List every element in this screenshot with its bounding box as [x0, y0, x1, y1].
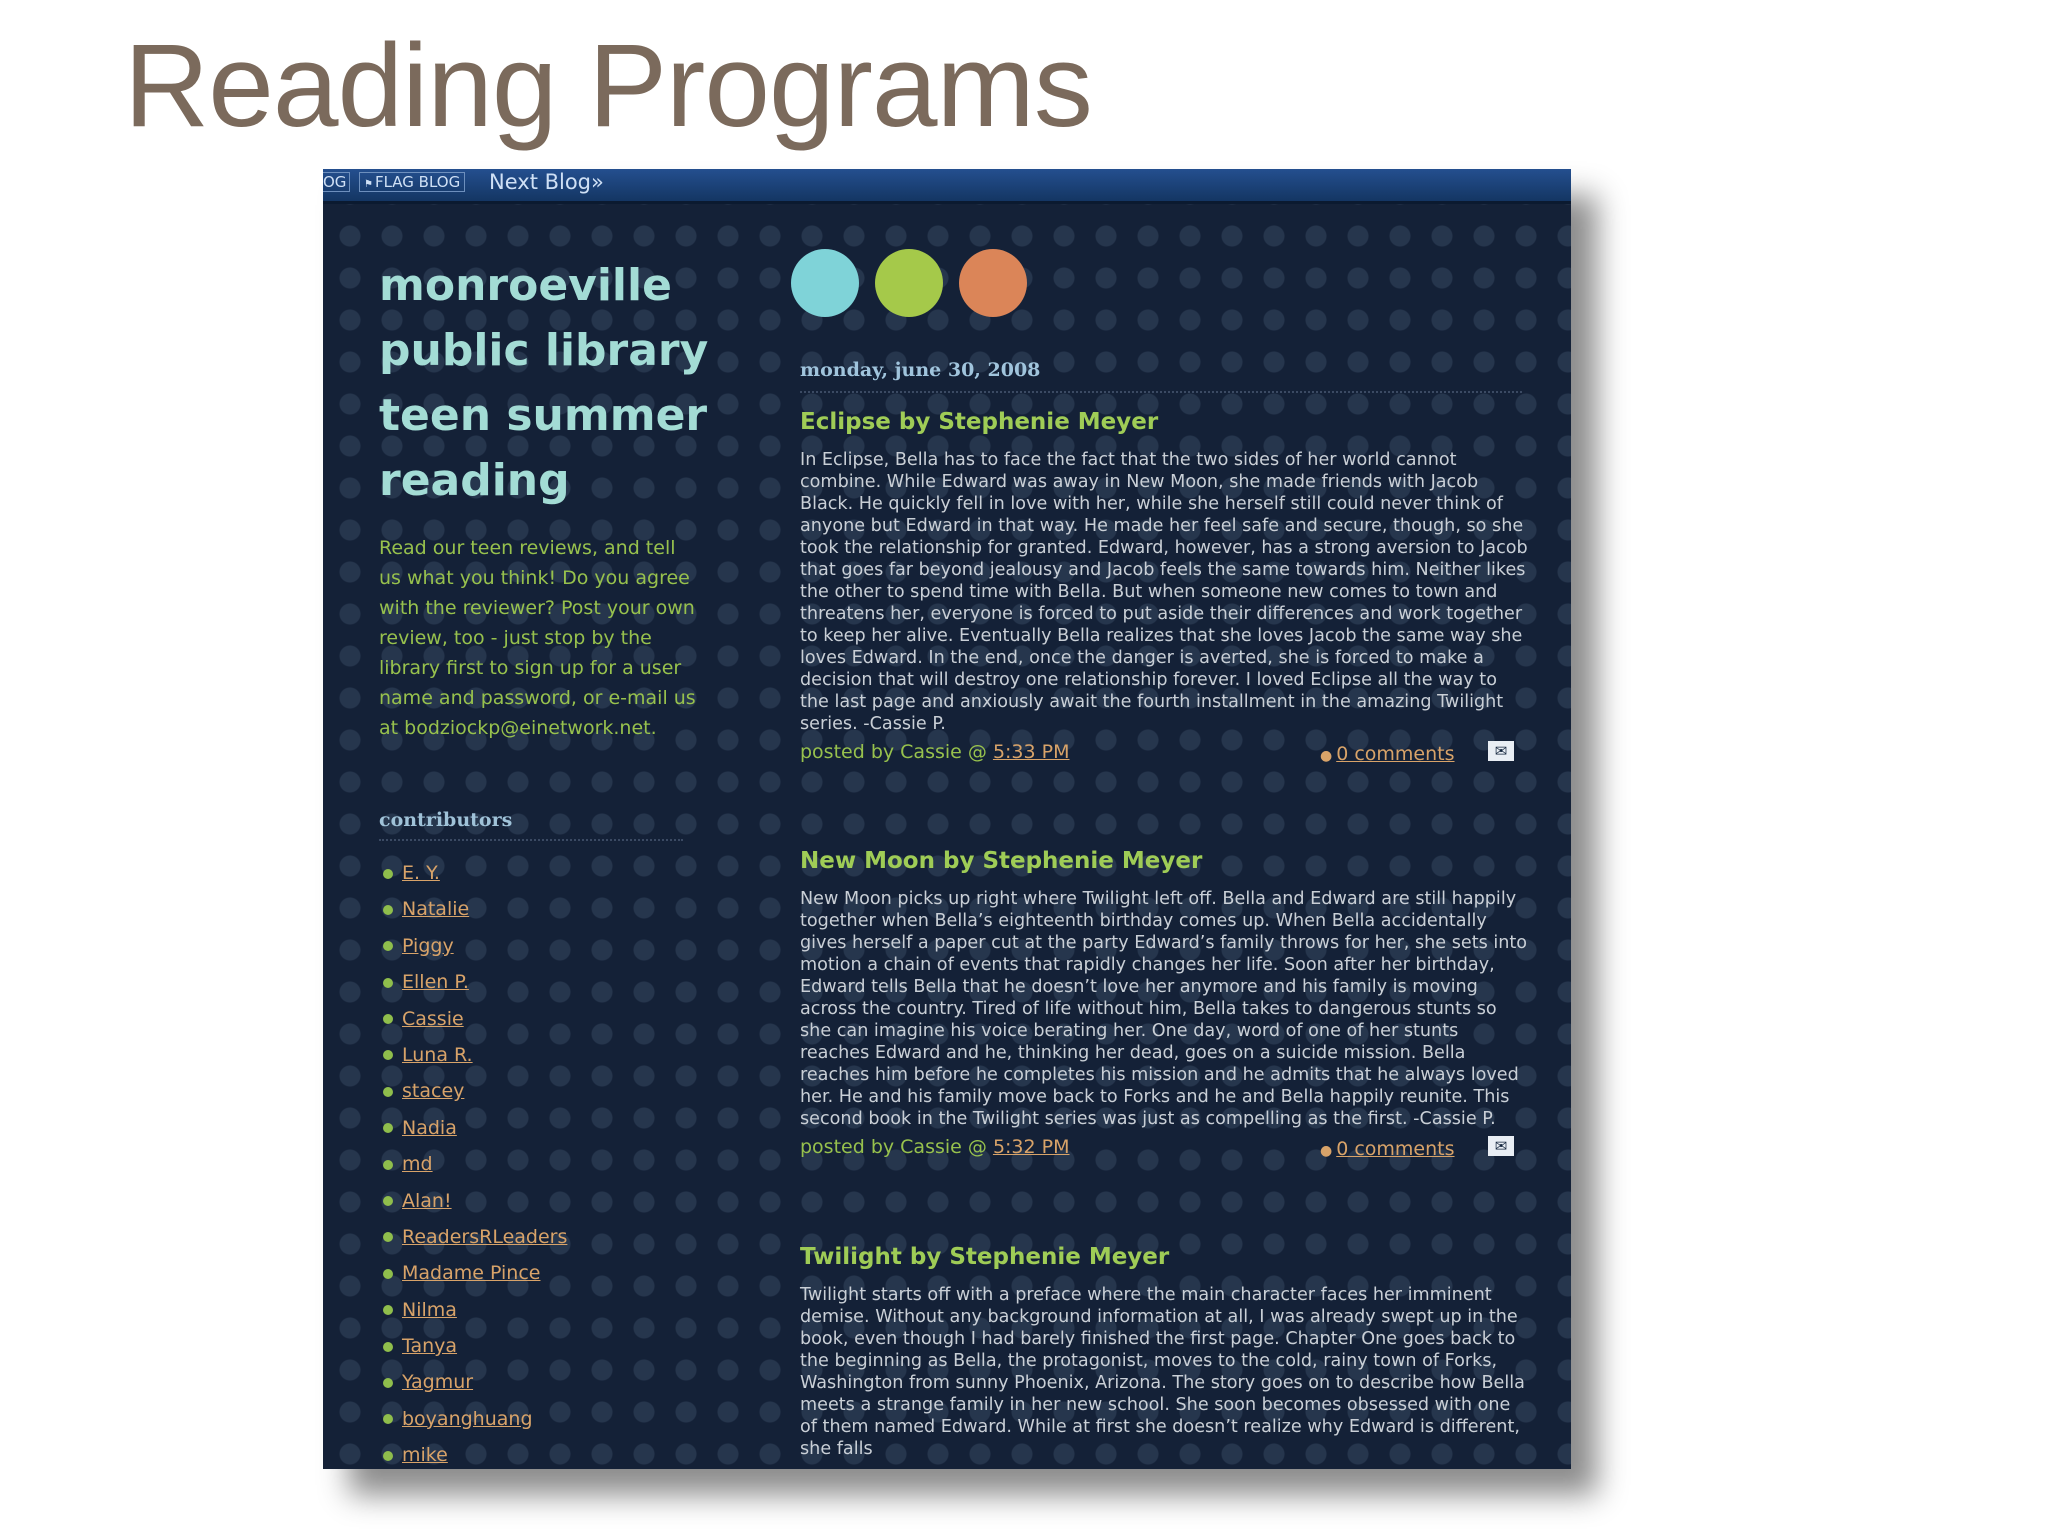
- bullet-icon: [383, 1451, 393, 1461]
- bullet-icon: [383, 1014, 393, 1024]
- posted-by-label: posted by Cassie @: [800, 741, 987, 763]
- bullet-icon: [383, 1196, 393, 1206]
- contributor-link[interactable]: Tanya: [402, 1335, 458, 1358]
- email-post-icon[interactable]: ✉: [1488, 1136, 1514, 1156]
- contributor-link[interactable]: E. Y.: [402, 862, 440, 884]
- list-item: [383, 1001, 567, 1037]
- list-item: [383, 1255, 567, 1291]
- bullet-icon: [383, 1342, 393, 1352]
- contributor-link[interactable]: stacey: [402, 1080, 465, 1103]
- comments-link[interactable]: 0 comments: [1336, 743, 1455, 765]
- list-item: [383, 1146, 567, 1182]
- post-body: Twilight starts off with a preface where the main character faces her imminent demise. Without any background information at all, I was already swept up in the book, even though I had barely finished the first page. Chapter One goes back to the beginning as Bella, the protagonist, moves to the cold, rainy town of Forks, Washington from sunny Phoenix, Arizona. The story goes on to describe how Bella meets a strange family in her new school. She soon becomes obsessed with one of them named Edward. While at first she doesn’t realize why Edward is different, she falls: [800, 1285, 1525, 1459]
- bullet-icon: [383, 1414, 393, 1424]
- comments: [1320, 743, 1455, 765]
- blog-title-line: teen summer: [379, 390, 708, 441]
- list-item: [383, 928, 567, 964]
- blog-screenshot: [323, 169, 1571, 1469]
- post-title[interactable]: Twilight by Stephenie Meyer: [800, 1244, 1170, 1270]
- list-item: [383, 1037, 567, 1073]
- blogger-navbar: [323, 169, 1571, 204]
- list-item: [383, 1219, 567, 1255]
- blog-post: [800, 1244, 1530, 1460]
- bullet-icon: [383, 1232, 393, 1242]
- list-item: [383, 891, 567, 927]
- comments-icon: ●: [1320, 1143, 1333, 1159]
- bullet-icon: [383, 941, 393, 951]
- date-header: monday, june 30, 2008: [800, 359, 1522, 393]
- comments: [1320, 1138, 1455, 1160]
- list-item: [383, 1401, 567, 1437]
- blog-title[interactable]: [379, 253, 709, 513]
- list-item: [383, 1328, 567, 1364]
- contributor-link[interactable]: Yagmur: [402, 1371, 474, 1394]
- contributor-link[interactable]: Natalie: [402, 898, 470, 921]
- list-item: [383, 1292, 567, 1328]
- contributor-link[interactable]: Nadia: [402, 1116, 457, 1139]
- contributor-link[interactable]: ReadersRLeaders: [402, 1225, 568, 1248]
- comments-link[interactable]: 0 comments: [1336, 1138, 1455, 1160]
- post-footer: [800, 1136, 1530, 1166]
- email-post-icon[interactable]: ✉: [1488, 741, 1514, 761]
- header-dot-green: [875, 249, 943, 317]
- contributor-link[interactable]: Piggy: [402, 934, 454, 957]
- post-time-link[interactable]: 5:32 PM: [992, 1136, 1070, 1158]
- post-title[interactable]: New Moon by Stephenie Meyer: [800, 848, 1203, 874]
- contributor-link[interactable]: mike: [402, 1444, 448, 1467]
- post-body: New Moon picks up right where Twilight left off. Bella and Edward are still happily together when Bella’s eighteenth birthday comes up. When Bella accidentally gives herself a paper cut at the party Edward’s family throws for her, she sets into motion a chain of events that rapidly changes her life. Soon after her birthday, Edward tells Bella that he doesn’t love her anymore and his family is moving across the country. Tired of life without him, Bella takes to dangerous stunts so she can imagine his voice berating her. One day, word of one of her stunts reaches Edward and he, thinking her dead, goes on a suicide mission. Bella reaches him before he completes his mission and he admits that he always loved her. He and his family move back to Forks and he and Bella happily reunite. This second book in the Twilight series was just as compelling as the first. -Cassie P.: [800, 889, 1528, 1129]
- slide-title: Reading Programs: [124, 20, 1092, 152]
- posted-by-label: posted by Cassie @: [800, 1136, 987, 1158]
- bullet-icon: [383, 905, 393, 915]
- blog-title-line: public library: [379, 325, 709, 376]
- contributors-list: [383, 855, 567, 1469]
- contributor-link[interactable]: md: [402, 1153, 433, 1176]
- post-footer: [800, 741, 1530, 771]
- list-item: [383, 1437, 567, 1469]
- post-title[interactable]: Eclipse by Stephenie Meyer: [800, 409, 1159, 435]
- blog-post: [800, 409, 1530, 771]
- next-blog-link[interactable]: Next Blog»: [489, 170, 604, 194]
- list-item: [383, 1073, 567, 1109]
- contributor-link[interactable]: Alan!: [402, 1189, 452, 1212]
- bullet-icon: [383, 869, 393, 879]
- flag-blog-label: FLAG BLOG: [374, 173, 461, 191]
- list-item: [383, 1183, 567, 1219]
- bullet-icon: [383, 1050, 393, 1060]
- header-dot-orange: [959, 249, 1027, 317]
- contributor-link[interactable]: Cassie: [402, 1007, 464, 1030]
- contributor-link[interactable]: Madame Pince: [402, 1262, 541, 1285]
- bullet-icon: [383, 1087, 393, 1097]
- header-dot-teal: [791, 249, 859, 317]
- list-item: [383, 855, 567, 891]
- list-item: [383, 964, 567, 1000]
- comments-icon: ●: [1320, 748, 1333, 764]
- bullet-icon: [383, 1305, 393, 1315]
- post-time-link[interactable]: 5:33 PM: [992, 741, 1070, 763]
- contributors-heading: contributors: [379, 809, 683, 841]
- blog-title-line: monroeville: [379, 260, 672, 311]
- contributor-link[interactable]: boyanghuang: [402, 1407, 533, 1430]
- flag-blog-button[interactable]: [359, 172, 465, 192]
- bullet-icon: [383, 1160, 393, 1170]
- contributor-link[interactable]: Luna R.: [402, 1043, 473, 1066]
- post-body: In Eclipse, Bella has to face the fact that the two sides of her world cannot combine. While Edward was away in New Moon, she made friends with Jacob Black. He quickly fell in love with her, while she herself still could never think of anyone but Edward in that way. He made her feel safe and secure, though, so she took the relationship for granted. Edward, however, has a strong aversion to Jacob that goes far beyond jealousy and Jacob feels the same towards him. Neither likes the other to spend time with Bella. But when someone new comes to town and threatens her, everyone is forced to put aside their differences and work together to keep her alive. Eventually Bella realizes that she loves Jacob the same way she loves Edward. In the end, once the danger is averted, she is forced to make a decision that will destroy one relationship forever. I loved Eclipse all the way to the last page and anxiously await the fourth installment in the amazing Twilight series. -Cassie P.: [800, 450, 1528, 734]
- list-item: [383, 1364, 567, 1400]
- bullet-icon: [383, 1378, 393, 1388]
- blog-description: Read our teen reviews, and tell us what you think! Do you agree with the reviewer? Post your own review, too - just stop by the library first to sign up for a user name and password, or e-mail us at bodziockp@einetwork.net.: [379, 537, 696, 739]
- contributor-link[interactable]: Ellen P.: [402, 971, 469, 994]
- blog-title-line: reading: [379, 455, 570, 506]
- bullet-icon: [383, 978, 393, 988]
- flag-icon: ⚑: [364, 179, 373, 190]
- list-item: [383, 1110, 567, 1146]
- bullet-icon: [383, 1123, 393, 1133]
- blog-post: [800, 848, 1530, 1166]
- bullet-icon: [383, 1269, 393, 1279]
- contributor-link[interactable]: Nilma: [402, 1298, 457, 1321]
- navbar-search-stub[interactable]: OG: [323, 172, 350, 192]
